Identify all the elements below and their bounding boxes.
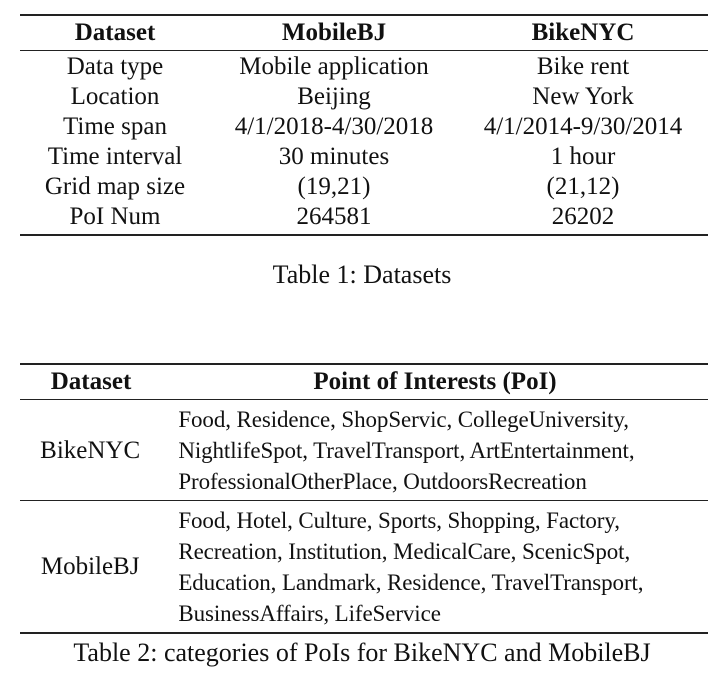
poi-categories-table — [20, 363, 708, 634]
table2-poi-list-mobilebj — [160, 505, 708, 629]
poi-line: Education, Landmark, Residence, TravelTransport, — [178, 570, 644, 595]
table1-header-bikenyc: BikeNYC — [531, 19, 635, 46]
table-row — [20, 500, 708, 632]
poi-line: ProfessionalOtherPlace, OutdoorsRecreation — [178, 469, 587, 494]
poi-line: NightlifeSpot, TravelTransport, ArtEntertainment, — [178, 438, 635, 463]
table-row — [20, 82, 708, 112]
table1-header-row — [20, 16, 708, 51]
table-cell: (21,12) — [546, 173, 620, 200]
datasets-table — [20, 14, 708, 236]
table-row — [20, 400, 708, 500]
poi-line: Food, Residence, ShopServic, CollegeUniversity, — [178, 407, 629, 432]
table2-poi-list-bikenyc — [160, 404, 708, 497]
table-cell: Beijing — [297, 83, 371, 110]
table2-caption: Table 2: categories of PoIs for BikeNYC and MobileBJ — [73, 638, 651, 667]
table-row — [20, 142, 708, 172]
table2-header-row — [20, 365, 708, 400]
table-cell: Grid map size — [44, 173, 186, 200]
table-row — [20, 112, 708, 142]
table-row — [20, 52, 708, 82]
table-cell: 1 hour — [550, 143, 616, 170]
table-cell: 4/1/2018-4/30/2018 — [234, 113, 434, 140]
table-cell: New York — [532, 83, 634, 110]
table-cell: Time span — [63, 113, 167, 140]
poi-line: BusinessAffairs, LifeService — [178, 601, 441, 626]
poi-line: Food, Hotel, Culture, Sports, Shopping, Factory, — [178, 508, 620, 533]
table1-caption: Table 1: Datasets — [272, 260, 452, 289]
table-cell: Mobile application — [239, 53, 429, 80]
table-cell: 264581 — [296, 203, 372, 230]
table-cell: 26202 — [551, 203, 615, 230]
table1-header-mobilebj: MobileBJ — [281, 19, 387, 46]
table-cell: (19,21) — [297, 173, 371, 200]
table2-dataset-mobilebj: MobileBJ — [40, 553, 140, 580]
table1-header-dataset: Dataset — [74, 19, 156, 46]
table-cell: Data type — [66, 53, 164, 80]
table-cell: Time interval — [47, 143, 183, 170]
table-cell: 30 minutes — [278, 143, 390, 170]
table-row — [20, 202, 708, 232]
table-cell: 4/1/2014-9/30/2014 — [483, 113, 683, 140]
table-cell: PoI Num — [69, 203, 161, 230]
poi-line: Recreation, Institution, MedicalCare, ScenicSpot, — [178, 539, 631, 564]
table2-header-poi: Point of Interests (PoI) — [313, 368, 557, 395]
table-cell: Bike rent — [536, 53, 630, 80]
table-row — [20, 172, 708, 202]
table2-dataset-bikenyc: BikeNYC — [40, 436, 141, 464]
table-cell: Location — [70, 83, 160, 110]
table2-header-dataset: Dataset — [50, 368, 132, 395]
